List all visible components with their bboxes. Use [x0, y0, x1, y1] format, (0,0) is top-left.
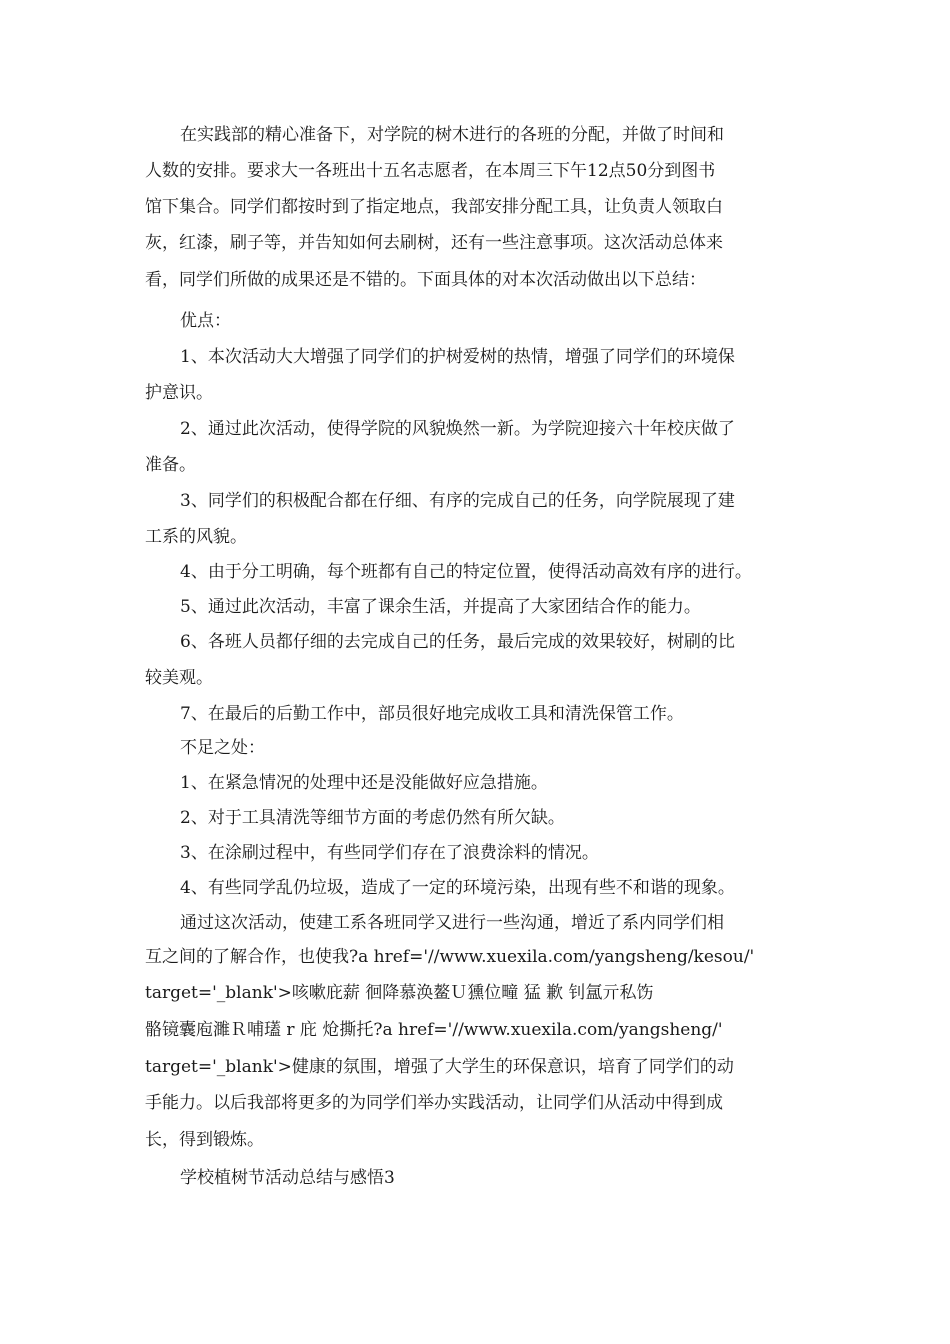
text-line: 骼镜囊庖濉Ｒ哺瓂 r 庇 炝撕托?a href='//www.xuexila.com/yangsheng/'	[145, 1020, 723, 1040]
section-heading: 不足之处：	[180, 738, 265, 758]
text-line: 3、同学们的积极配合都在仔细、有序的完成自己的任务，向学院展现了建	[180, 491, 735, 511]
text-line: 4、有些同学乱仍垃圾，造成了一定的环境污染，出现有些不和谐的现象。	[180, 878, 735, 898]
text-line: 馆下集合。同学们都按时到了指定地点，我部安排分配工具，让负责人领取白	[145, 197, 723, 217]
text-line: 长，得到锻炼。	[145, 1130, 264, 1150]
text-line: 准备。	[145, 455, 196, 475]
text-line: 7、在最后的后勤工作中，部员很好地完成收工具和清洗保管工作。	[180, 704, 684, 724]
text-line: 5、通过此次活动，丰富了课余生活，并提高了大家团结合作的能力。	[180, 597, 701, 617]
text-line: 护意识。	[145, 383, 213, 403]
text-line: 4、由于分工明确，每个班都有自己的特定位置，使得活动高效有序的进行。	[180, 562, 752, 582]
text-line: 6、各班人员都仔细的去完成自己的任务，最后完成的效果较好，树刷的比	[180, 632, 735, 652]
text-line: 1、在紧急情况的处理中还是没能做好应急措施。	[180, 773, 548, 793]
text-line: target='_blank'>咳嗽庇薪 徊降慕涣鳌Ｕ獯位疃 猛 歉 钊氲亓私饬	[145, 983, 654, 1003]
text-line: 工系的风貌。	[145, 527, 247, 547]
text-line: 3、在涂刷过程中，有些同学们存在了浪费涂料的情况。	[180, 843, 599, 863]
text-line: target='_blank'>健康的氛围，增强了大学生的环保意识，培育了同学们的动	[145, 1057, 734, 1077]
text-line: 人数的安排。要求大一各班出十五名志愿者，在本周三下午12点50分到图书	[145, 161, 716, 181]
text-line: 通过这次活动，使建工系各班同学又进行一些沟通，增近了系内同学们相	[180, 913, 724, 933]
text-line: 灰，红漆，刷子等，并告知如何去刷树，还有一些注意事项。这次活动总体来	[145, 233, 723, 253]
text-line: 在实践部的精心准备下，对学院的树木进行的各班的分配，并做了时间和	[180, 125, 724, 145]
section-title: 学校植树节活动总结与感悟3	[180, 1168, 395, 1188]
text-line: 互之间的了解合作，也使我?a href='//www.xuexila.com/yangsheng/kesou/'	[145, 947, 755, 967]
text-line: 2、通过此次活动，使得学院的风貌焕然一新。为学院迎接六十年校庆做了	[180, 419, 735, 439]
text-line: 2、对于工具清洗等细节方面的考虑仍然有所欠缺。	[180, 808, 565, 828]
text-line: 手能力。以后我部将更多的为同学们举办实践活动，让同学们从活动中得到成	[145, 1093, 723, 1113]
text-line: 看，同学们所做的成果还是不错的。下面具体的对本次活动做出以下总结：	[145, 270, 706, 290]
section-heading: 优点：	[180, 311, 231, 331]
text-line: 1、本次活动大大增强了同学们的护树爱树的热情，增强了同学们的环境保	[180, 347, 735, 367]
text-line: 较美观。	[145, 668, 213, 688]
